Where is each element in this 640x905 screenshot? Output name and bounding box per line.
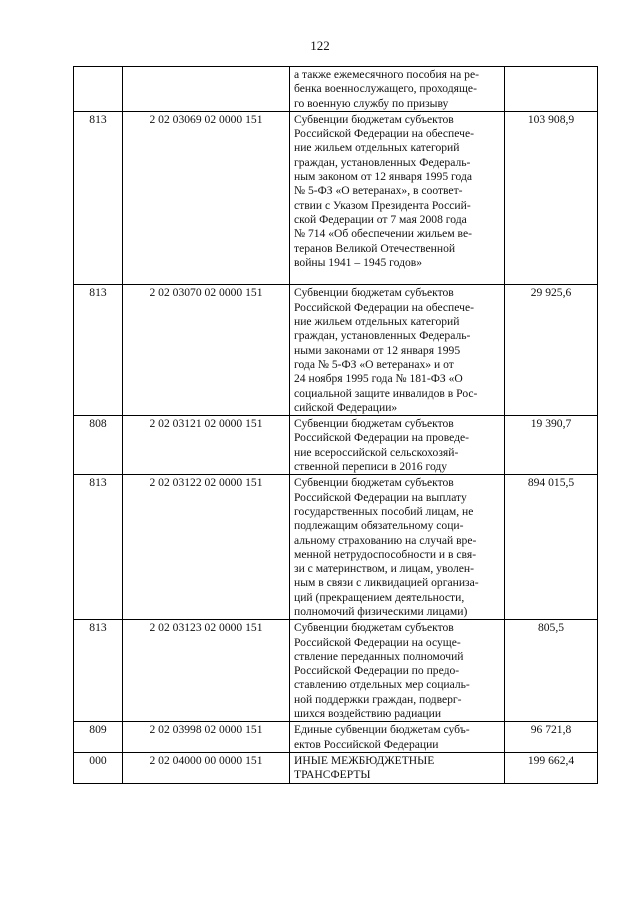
name-line xyxy=(294,270,500,284)
name-line: граждан, установленных Федераль- xyxy=(294,329,471,343)
name-cell xyxy=(290,285,505,416)
name-line: ной поддержки граждан, подверг- xyxy=(294,692,462,706)
admin-code-cell: 813 xyxy=(74,285,123,416)
admin-code-cell: 813 xyxy=(74,475,123,620)
amount-cell: 19 390,7 xyxy=(505,416,598,475)
name-line: ской Федерации от 7 мая 2008 года xyxy=(294,212,467,226)
name-line: государственных пособий лицам, не xyxy=(294,504,474,518)
name-cell xyxy=(290,416,505,475)
name-line: теранов Великой Отечественной xyxy=(294,241,456,255)
name-line: сийской Федерации» xyxy=(294,400,398,414)
name-line: Российской Федерации на осуще- xyxy=(294,635,461,649)
name-cell xyxy=(290,475,505,620)
name-line: альному страхованию на случай вре- xyxy=(294,533,477,547)
name-line: 24 ноября 1995 года № 181-ФЗ «О xyxy=(294,372,463,386)
name-cell xyxy=(290,111,505,285)
name-line: го военную службу по призыву xyxy=(294,96,449,110)
name-line: Субвенции бюджетам субъектов xyxy=(294,112,454,126)
amount-cell: 96 721,8 xyxy=(505,722,598,753)
name-line: социальной защите инвалидов в Рос- xyxy=(294,386,478,400)
name-cell xyxy=(290,752,505,783)
name-line: Субвенции бюджетам субъектов xyxy=(294,417,454,431)
name-line: ций (прекращением деятельности, xyxy=(294,590,465,604)
name-line: Российской Федерации на обеспече- xyxy=(294,300,474,314)
name-line: ставлению отдельных мер социаль- xyxy=(294,678,470,692)
name-line: ние жильем отдельных категорий xyxy=(294,141,460,155)
admin-code-cell: 808 xyxy=(74,416,123,475)
table-row xyxy=(74,620,598,722)
table-row xyxy=(74,722,598,753)
budget-table-body xyxy=(74,67,598,784)
amount-cell: 199 662,4 xyxy=(505,752,598,783)
admin-code-cell: 809 xyxy=(74,722,123,753)
admin-code-cell: 000 xyxy=(74,752,123,783)
name-line: Российской Федерации на проведе- xyxy=(294,431,470,445)
name-line: Субвенции бюджетам субъектов xyxy=(294,621,454,635)
budget-code-cell: 2 02 04000 00 0000 151 xyxy=(123,752,290,783)
name-line: Субвенции бюджетам субъектов xyxy=(294,286,454,300)
amount-cell: 894 015,5 xyxy=(505,475,598,620)
name-line: шихся воздействию радиации xyxy=(294,707,442,721)
name-line: подлежащим обязательному соци- xyxy=(294,519,464,533)
name-line: полномочий физическими лицами) xyxy=(294,604,468,618)
name-line: ствление переданных полномочий xyxy=(294,649,464,663)
name-line: № 5-ФЗ «О ветеранах», в соответ- xyxy=(294,184,463,198)
name-cell xyxy=(290,67,505,112)
name-line: ние всероссийской сельскохозяй- xyxy=(294,445,459,459)
name-line: менной нетрудоспособности и в свя- xyxy=(294,547,477,561)
name-line: ТРАНСФЕРТЫ xyxy=(294,768,371,782)
name-line: граждан, установленных Федераль- xyxy=(294,155,471,169)
admin-code-cell xyxy=(74,67,123,112)
name-line: ными законами от 12 января 1995 xyxy=(294,343,461,357)
amount-cell xyxy=(505,67,598,112)
name-line: Единые субвенции бюджетам субъ- xyxy=(294,723,470,737)
budget-table xyxy=(73,66,598,784)
name-line: ствии с Указом Президента Россий- xyxy=(294,198,471,212)
admin-code-cell: 813 xyxy=(74,620,123,722)
name-cell xyxy=(290,620,505,722)
table-row xyxy=(74,416,598,475)
amount-cell: 29 925,6 xyxy=(505,285,598,416)
name-cell xyxy=(290,722,505,753)
table-row xyxy=(74,67,598,112)
name-line: года № 5-ФЗ «О ветеранах» и от xyxy=(294,357,454,371)
name-line: ным в связи с ликвидацией организа- xyxy=(294,576,479,590)
name-line: № 714 «Об обеспечении жильем ве- xyxy=(294,227,472,241)
name-line: ным законом от 12 января 1995 года xyxy=(294,170,473,184)
table-row xyxy=(74,111,598,285)
admin-code-cell: 813 xyxy=(74,111,123,285)
name-line: ИНЫЕ МЕЖБЮДЖЕТНЫЕ xyxy=(294,753,435,767)
name-line: зи с материнством, и лицам, уволен- xyxy=(294,562,474,576)
budget-code-cell xyxy=(123,67,290,112)
budget-code-cell: 2 02 03998 02 0000 151 xyxy=(123,722,290,753)
budget-code-cell: 2 02 03069 02 0000 151 xyxy=(123,111,290,285)
name-line: ектов Российской Федерации xyxy=(294,737,439,751)
table-row xyxy=(74,752,598,783)
table-row xyxy=(74,475,598,620)
budget-code-cell: 2 02 03123 02 0000 151 xyxy=(123,620,290,722)
budget-code-cell: 2 02 03070 02 0000 151 xyxy=(123,285,290,416)
name-line: ственной переписи в 2016 году xyxy=(294,460,448,474)
name-line: Российской Федерации по предо- xyxy=(294,664,460,678)
table-row xyxy=(74,285,598,416)
name-line: ние жильем отдельных категорий xyxy=(294,315,460,329)
amount-cell: 805,5 xyxy=(505,620,598,722)
amount-cell: 103 908,9 xyxy=(505,111,598,285)
name-line: бенка военнослужащего, проходяще- xyxy=(294,82,477,96)
budget-code-cell: 2 02 03121 02 0000 151 xyxy=(123,416,290,475)
name-line: Российской Федерации на обеспече- xyxy=(294,127,474,141)
name-line: Субвенции бюджетам субъектов xyxy=(294,476,454,490)
name-line: а также ежемесячного пособия на ре- xyxy=(294,68,479,81)
name-line: войны 1941 – 1945 годов» xyxy=(294,255,423,269)
name-line: Российской Федерации на выплату xyxy=(294,490,467,504)
page-number: 122 xyxy=(310,38,330,53)
budget-code-cell: 2 02 03122 02 0000 151 xyxy=(123,475,290,620)
